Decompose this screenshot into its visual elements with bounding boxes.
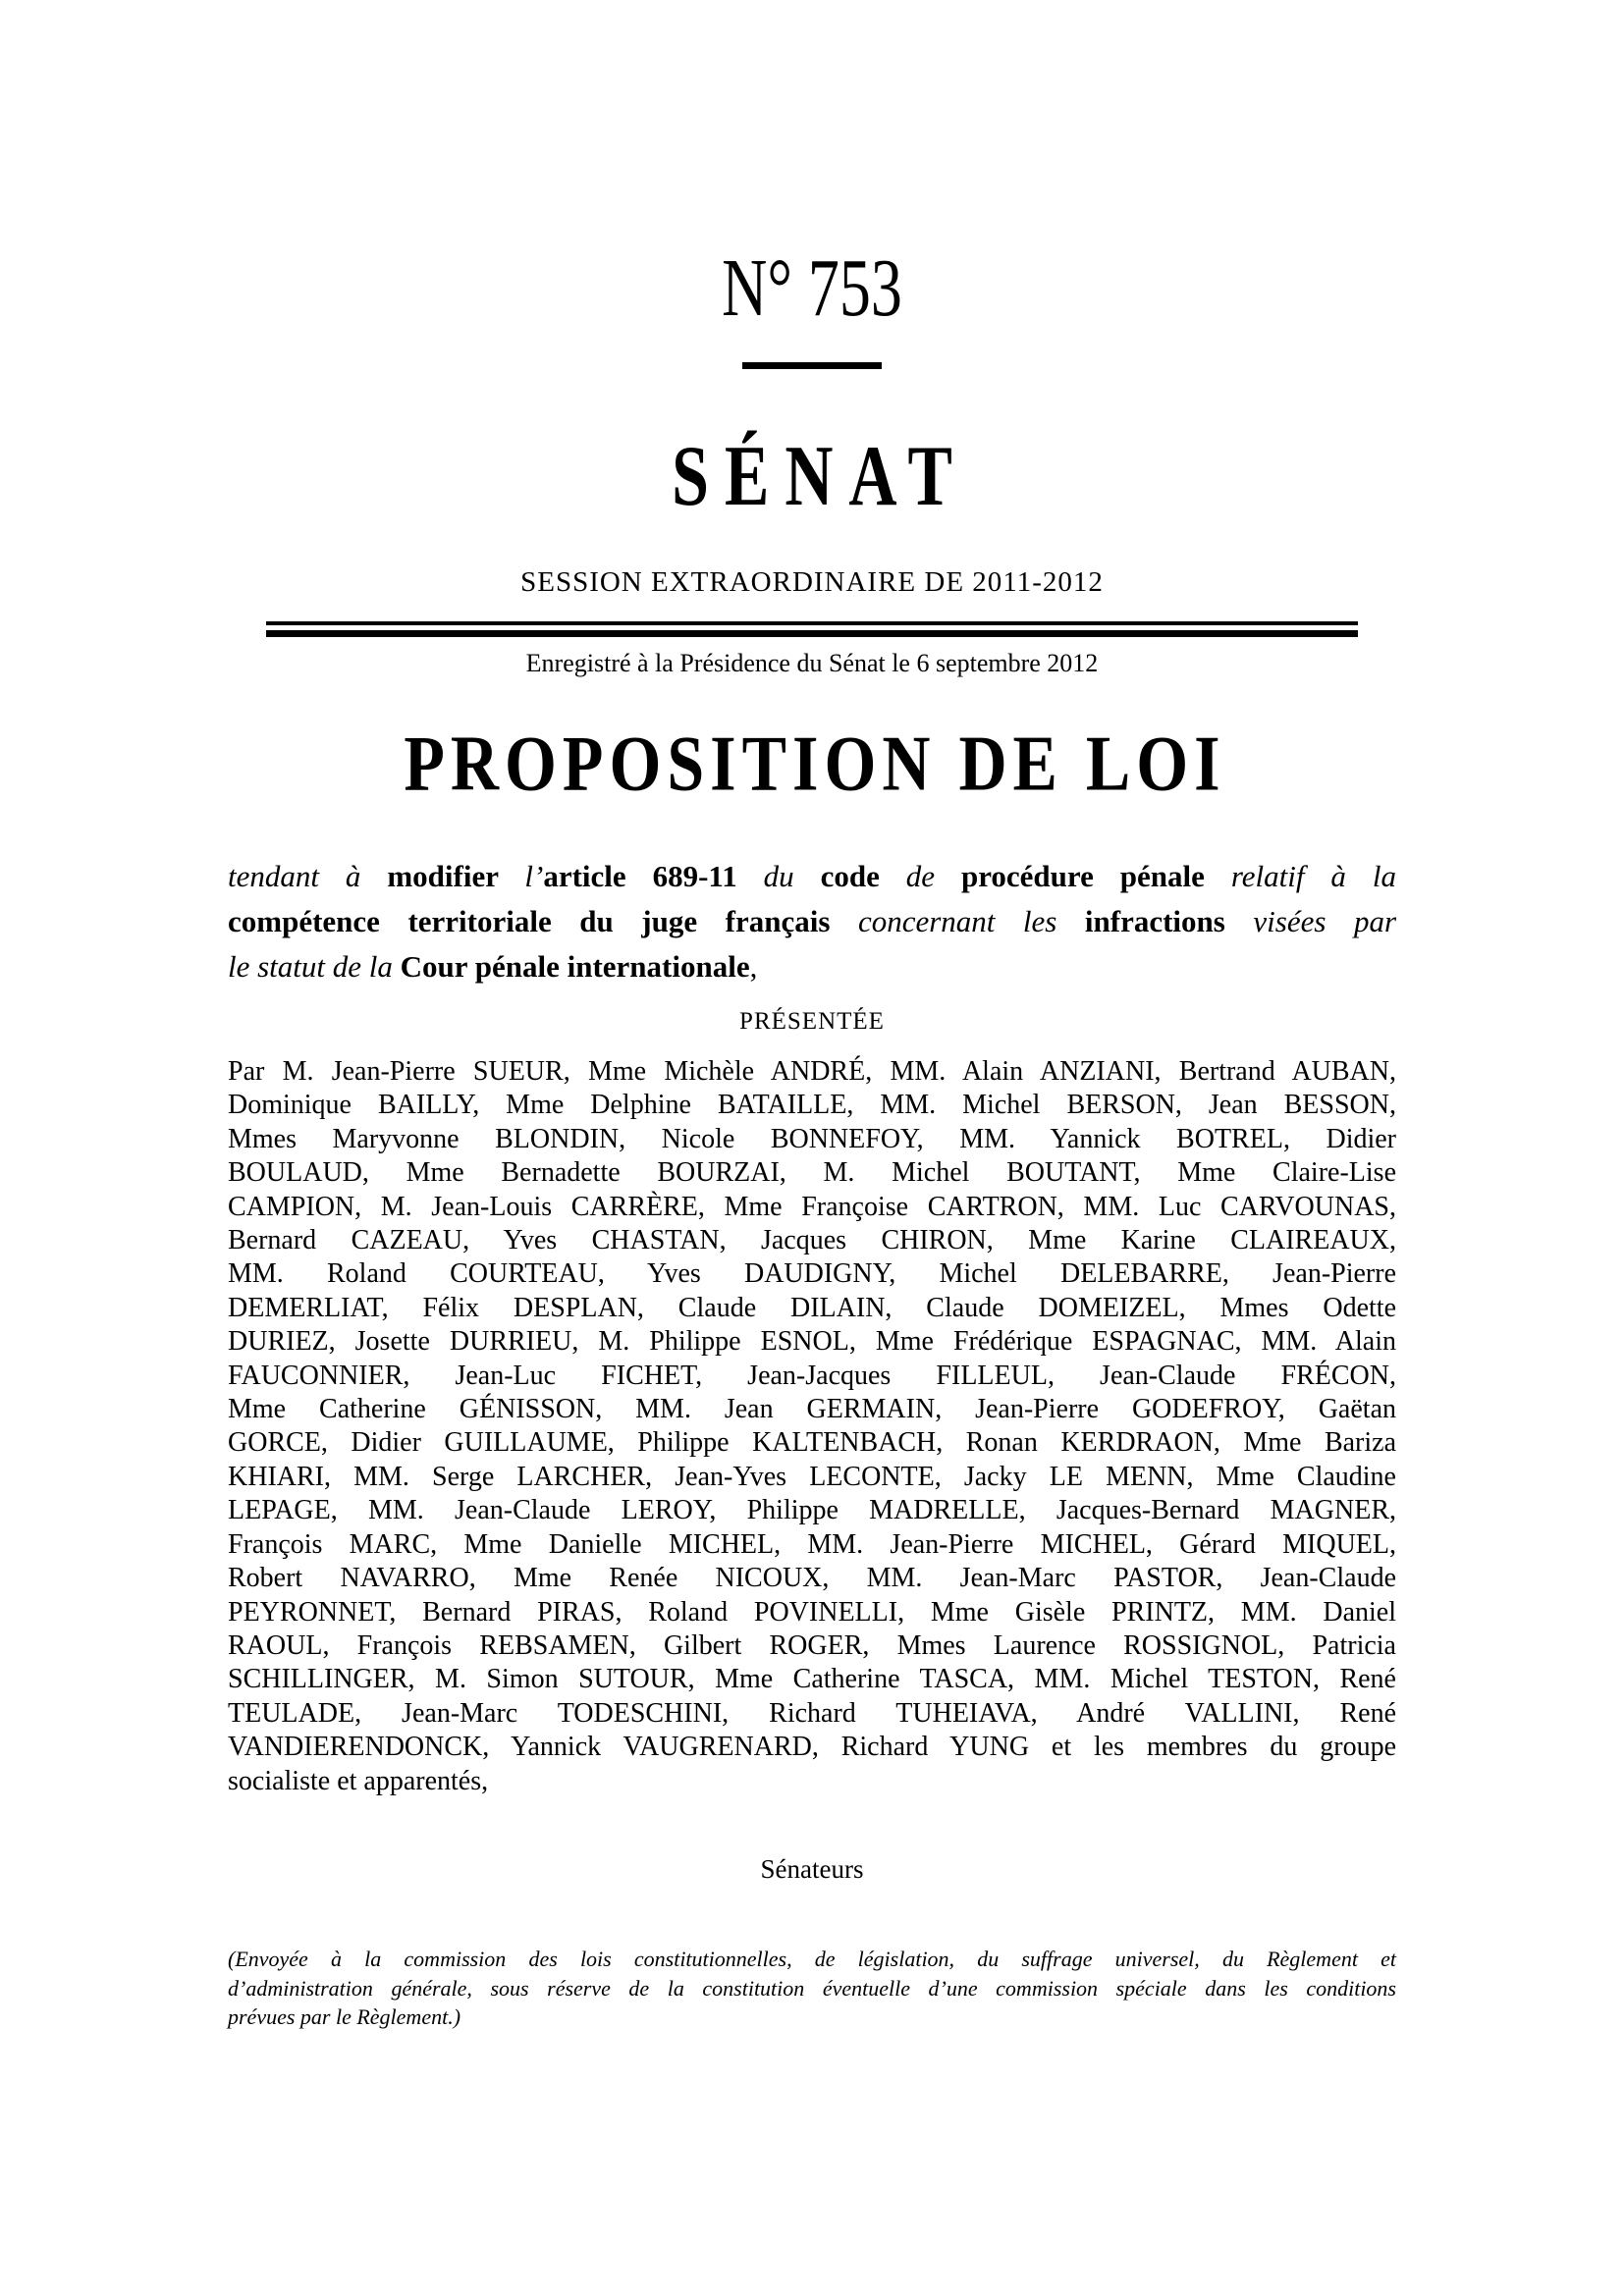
bill-subtitle	[228, 854, 1396, 989]
authors-line: LEPAGE, MM. Jean-Claude LEROY, Philippe MADRELLE, Jacques-Bernard MAGNER,	[228, 1495, 1396, 1526]
text-segment: compétence territoriale du juge français	[228, 904, 858, 938]
authors-line: Bernard CAZEAU, Yves CHASTAN, Jacques CHIRON, Mme Karine CLAIREAUX,	[228, 1225, 1396, 1256]
separator-rule-thin-line	[266, 621, 1358, 625]
presented-label: PRÉSENTÉE	[739, 1008, 885, 1035]
bill-subtitle-line	[228, 854, 1396, 899]
text-segment: modifier	[387, 859, 525, 893]
authors-line: François MARC, Mme Danielle MICHEL, MM. Jean-Pierre MICHEL, Gérard MIQUEL,	[228, 1528, 1396, 1560]
institution-name: SÉNAT	[672, 426, 968, 524]
authors-line: VANDIERENDONCK, Yannick VAUGRENARD, Richard YUNG et les membres du groupe	[228, 1732, 1396, 1763]
authors-line: Mme Catherine GÉNISSON, MM. Jean GERMAIN, Jean-Pierre GODEFROY, Gaëtan	[228, 1394, 1396, 1425]
document-title: PROPOSITION DE LOI	[404, 719, 1226, 807]
text-segment: Cour pénale internationale	[400, 949, 750, 984]
text-segment: code	[820, 859, 906, 893]
text-segment: du	[763, 859, 821, 893]
text-segment: infractions	[1084, 904, 1254, 938]
title-rule	[742, 362, 882, 369]
authors-line: BOULAUD, Mme Bernadette BOURZAI, M. Michel BOUTANT, Mme Claire-Lise	[228, 1157, 1396, 1189]
registration-line: Enregistré à la Présidence du Sénat le 6 septembre 2012	[525, 649, 1099, 677]
session-label: SESSION EXTRAORDINAIRE DE 2011-2012	[520, 566, 1104, 598]
authors-line: GORCE, Didier GUILLAUME, Philippe KALTENBACH, Ronan KERDRAON, Mme Bariza	[228, 1427, 1396, 1459]
authors-line: SCHILLINGER, M. Simon SUTOUR, Mme Catherine TASCA, MM. Michel TESTON, René	[228, 1664, 1396, 1695]
separator-rule	[266, 621, 1358, 637]
text-segment: le statut de la	[228, 949, 401, 984]
authors-line: KHIARI, MM. Serge LARCHER, Jean-Yves LECONTE, Jacky LE MENN, Mme Claudine	[228, 1461, 1396, 1492]
authors-line: Par M. Jean-Pierre SUEUR, Mme Michèle ANDRÉ, MM. Alain ANZIANI, Bertrand AUBAN,	[228, 1056, 1396, 1087]
commission-note	[228, 1945, 1396, 2032]
text-segment: ,	[749, 949, 758, 984]
senators-label: Sénateurs	[760, 1854, 864, 1884]
authors-line: DURIEZ, Josette DURRIEU, M. Philippe ESNOL, Mme Frédérique ESPAGNAC, MM. Alain	[228, 1326, 1396, 1358]
text-segment: relatif à la	[1230, 859, 1396, 893]
authors-line: RAOUL, François REBSAMEN, Gilbert ROGER, Mmes Laurence ROSSIGNOL, Patricia	[228, 1629, 1396, 1661]
separator-rule-thick-line	[266, 630, 1358, 637]
text-segment: procédure pénale	[960, 859, 1231, 893]
commission-note-line: (Envoyée à la commission des lois constitutionnelles, de législation, du suffrage universel, du Règlement et	[228, 1947, 1396, 1971]
commission-note-line: prévues par le Règlement.)	[228, 2004, 461, 2030]
authors-line: MM. Roland COURTEAU, Yves DAUDIGNY, Michel DELEBARRE, Jean-Pierre	[228, 1258, 1396, 1290]
authors-line: DEMERLIAT, Félix DESPLAN, Claude DILAIN, Claude DOMEIZEL, Mmes Odette	[228, 1292, 1396, 1323]
document-number: N° 753	[722, 241, 902, 334]
text-segment: tendant à	[228, 859, 388, 893]
authors-line: socialiste et apparentés,	[228, 1765, 489, 1796]
authors-line: CAMPION, M. Jean-Louis CARRÈRE, Mme Françoise CARTRON, MM. Luc CARVOUNAS,	[228, 1191, 1396, 1222]
text-segment: l’	[524, 859, 544, 893]
authors-paragraph	[228, 1055, 1396, 1798]
text-segment: article 689-11	[543, 859, 764, 893]
text-segment: concernant les	[857, 904, 1085, 938]
authors-line: FAUCONNIER, Jean-Luc FICHET, Jean-Jacques FILLEUL, Jean-Claude FRÉCON,	[228, 1360, 1396, 1391]
text-segment: visées par	[1253, 904, 1397, 938]
authors-line: PEYRONNET, Bernard PIRAS, Roland POVINELLI, Mme Gisèle PRINTZ, MM. Daniel	[228, 1596, 1396, 1628]
authors-line: TEULADE, Jean-Marc TODESCHINI, Richard TUHEIAVA, André VALLINI, René	[228, 1697, 1396, 1729]
bill-subtitle-line	[228, 899, 1396, 944]
authors-line: Robert NAVARRO, Mme Renée NICOUX, MM. Jean-Marc PASTOR, Jean-Claude	[228, 1563, 1396, 1594]
commission-note-line: d’administration générale, sous réserve de la constitution éventuelle d’une commission spéciale dans les conditions	[228, 1975, 1396, 2001]
text-segment: de	[905, 859, 961, 893]
bill-subtitle-line	[228, 944, 1396, 989]
authors-line: Mmes Maryvonne BLONDIN, Nicole BONNEFOY, MM. Yannick BOTREL, Didier	[228, 1123, 1396, 1154]
authors-line: Dominique BAILLY, Mme Delphine BATAILLE, MM. Michel BERSON, Jean BESSON,	[228, 1090, 1396, 1121]
